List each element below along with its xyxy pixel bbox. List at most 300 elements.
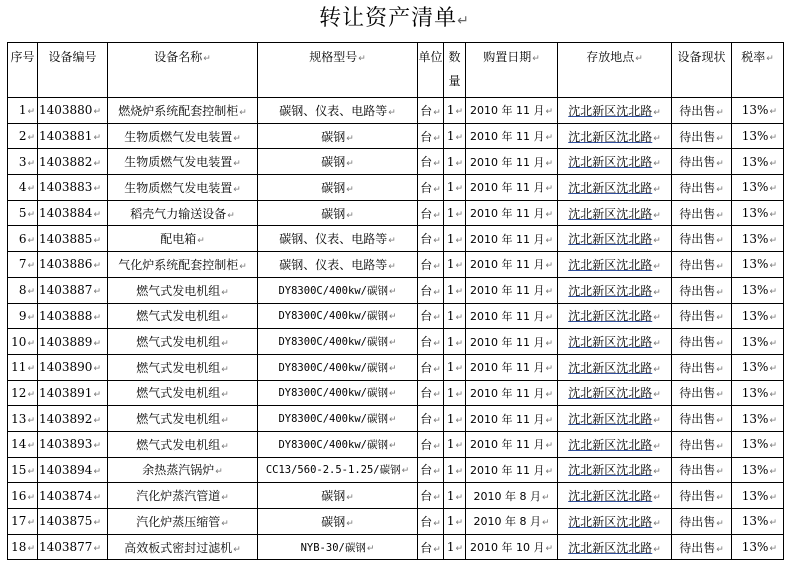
return-mark-icon: ↵ xyxy=(388,363,397,374)
return-mark-icon: ↵ xyxy=(455,261,463,272)
cell-location-text: 沈北新区沈北路 xyxy=(568,232,653,247)
return-mark-icon: ↵ xyxy=(197,236,205,247)
cell-status xyxy=(672,98,732,124)
cell-status xyxy=(672,252,732,278)
return-mark-icon: ↵ xyxy=(93,210,101,221)
return-mark-icon: ↵ xyxy=(716,493,724,504)
table-row xyxy=(8,380,784,406)
return-mark-icon: ↵ xyxy=(545,261,554,272)
return-mark-icon: ↵ xyxy=(93,312,101,323)
cell-seq xyxy=(8,431,38,457)
return-mark-icon: ↵ xyxy=(455,133,463,144)
return-mark-icon: ↵ xyxy=(233,184,241,195)
cell-unit xyxy=(418,277,444,303)
return-mark-icon: ↵ xyxy=(545,389,554,400)
header-code: 设备编号 xyxy=(38,43,108,98)
cell-qty-text: 1 xyxy=(446,206,455,221)
return-mark-icon: ↵ xyxy=(221,287,229,298)
return-mark-icon: ↵ xyxy=(545,133,554,144)
return-mark-icon: ↵ xyxy=(769,364,777,375)
cell-code-text: 1403881 xyxy=(39,129,93,144)
cell-spec xyxy=(258,200,418,226)
cell-spec-text: DY8300C/400kw/碳钢 xyxy=(278,413,388,426)
cell-seq-text: 4 xyxy=(18,180,27,195)
cell-tax xyxy=(732,329,784,355)
cell-qty xyxy=(444,431,466,457)
cell-location xyxy=(558,252,672,278)
cell-name-text: 燃气式发电机组 xyxy=(136,412,221,427)
cell-code-text: 1403890 xyxy=(39,360,93,375)
return-mark-icon: ↵ xyxy=(27,338,35,349)
return-mark-icon: ↵ xyxy=(653,210,661,221)
cell-code-text: 1403887 xyxy=(39,283,93,298)
cell-unit xyxy=(418,303,444,329)
return-mark-icon: ↵ xyxy=(27,107,35,118)
return-mark-icon: ↵ xyxy=(346,184,354,195)
cell-seq xyxy=(8,200,38,226)
cell-date-text: 2010 年 11 月 xyxy=(469,361,545,375)
cell-spec xyxy=(258,354,418,380)
cell-seq-text: 16 xyxy=(11,488,27,503)
return-mark-icon: ↵ xyxy=(455,492,463,503)
return-mark-icon: ↵ xyxy=(388,107,396,118)
cell-unit xyxy=(418,483,444,509)
cell-seq xyxy=(8,534,38,560)
cell-unit-text: 台 xyxy=(420,412,433,427)
return-mark-icon: ↵ xyxy=(653,441,661,452)
return-mark-icon: ↵ xyxy=(653,339,661,350)
cell-date xyxy=(466,534,558,560)
return-mark-icon: ↵ xyxy=(455,312,463,323)
return-mark-icon: ↵ xyxy=(769,492,777,503)
cell-name xyxy=(108,509,258,535)
cell-name-text: 配电箱 xyxy=(160,232,197,247)
return-mark-icon: ↵ xyxy=(653,493,661,504)
return-mark-icon: ↵ xyxy=(716,441,724,452)
return-mark-icon: ↵ xyxy=(716,544,724,555)
header-qty: 数量 xyxy=(444,43,466,98)
cell-unit xyxy=(418,534,444,560)
cell-qty-text: 1 xyxy=(446,154,455,169)
cell-status-text: 待出售 xyxy=(679,180,716,195)
cell-code-text: 1403884 xyxy=(39,206,93,221)
cell-unit-text: 台 xyxy=(420,514,433,529)
cell-qty-text: 1 xyxy=(446,129,455,144)
header-location: 存放地点↵ xyxy=(558,43,672,98)
cell-tax xyxy=(732,534,784,560)
cell-date xyxy=(466,406,558,432)
return-mark-icon: ↵ xyxy=(653,133,661,144)
cell-location-text: 沈北新区沈北路 xyxy=(568,283,653,298)
return-mark-icon: ↵ xyxy=(93,389,101,400)
cell-unit-text: 台 xyxy=(420,335,433,350)
cell-qty xyxy=(444,175,466,201)
cell-qty-text: 1 xyxy=(446,231,455,246)
cell-qty xyxy=(444,277,466,303)
cell-code xyxy=(38,252,108,278)
cell-status-text: 待出售 xyxy=(679,360,716,375)
cell-status-text: 待出售 xyxy=(679,437,716,452)
return-mark-icon: ↵ xyxy=(545,235,554,246)
cell-name xyxy=(108,200,258,226)
cell-tax-text: 13% xyxy=(741,334,769,349)
return-mark-icon: ↵ xyxy=(93,338,101,349)
cell-date-text: 2010 年 11 月 xyxy=(469,463,545,477)
return-mark-icon: ↵ xyxy=(93,441,101,452)
return-mark-icon: ↵ xyxy=(769,261,777,272)
cell-name-text: 燃气式发电机组 xyxy=(136,335,221,350)
table-row xyxy=(8,252,784,278)
cell-tax xyxy=(732,200,784,226)
cell-date-text: 2010 年 11 月 xyxy=(469,258,545,272)
cell-tax-text: 13% xyxy=(741,257,769,272)
return-mark-icon: ↵ xyxy=(27,133,35,144)
return-mark-icon: ↵ xyxy=(388,338,397,349)
cell-spec xyxy=(258,380,418,406)
cell-unit-text: 台 xyxy=(420,232,433,247)
cell-status xyxy=(672,380,732,406)
cell-spec xyxy=(258,98,418,124)
return-mark-icon: ↵ xyxy=(455,518,463,529)
return-mark-icon: ↵ xyxy=(27,518,35,529)
return-mark-icon: ↵ xyxy=(401,466,410,477)
cell-location xyxy=(558,329,672,355)
cell-qty xyxy=(444,509,466,535)
cell-spec-text: DY8300C/400kw/碳钢 xyxy=(278,387,388,400)
return-mark-icon: ↵ xyxy=(716,313,724,324)
cell-location xyxy=(558,277,672,303)
cell-location-text: 沈北新区沈北路 xyxy=(568,437,653,452)
cell-code xyxy=(38,354,108,380)
cell-tax xyxy=(732,431,784,457)
table-row xyxy=(8,534,784,560)
cell-location xyxy=(558,149,672,175)
return-mark-icon: ↵ xyxy=(545,158,554,169)
cell-code-text: 1403874 xyxy=(39,488,93,503)
cell-tax-text: 13% xyxy=(741,540,769,555)
return-mark-icon: ↵ xyxy=(769,415,777,426)
cell-location-text: 沈北新区沈北路 xyxy=(568,206,653,221)
cell-name-text: 稻壳气力输送设备 xyxy=(130,206,227,221)
return-mark-icon: ↵ xyxy=(433,287,441,298)
cell-location xyxy=(558,175,672,201)
cell-name-text: 高效板式密封过滤机 xyxy=(124,540,233,555)
cell-seq-text: 11 xyxy=(11,360,27,375)
return-mark-icon: ↵ xyxy=(769,107,777,118)
cell-unit xyxy=(418,329,444,355)
cell-name xyxy=(108,252,258,278)
cell-code-text: 1403889 xyxy=(39,334,93,349)
cell-unit xyxy=(418,380,444,406)
cell-location xyxy=(558,483,672,509)
cell-unit-text: 台 xyxy=(420,386,433,401)
cell-seq xyxy=(8,252,38,278)
document-title xyxy=(0,0,789,36)
cell-spec xyxy=(258,149,418,175)
cell-location-text: 沈北新区沈北路 xyxy=(568,360,653,375)
cell-date xyxy=(466,123,558,149)
cell-code-text: 1403875 xyxy=(39,514,93,529)
return-mark-icon: ↵ xyxy=(388,312,397,323)
cell-status xyxy=(672,431,732,457)
cell-spec-text: 碳钢 xyxy=(321,155,346,170)
document-title-text: 转让资产清单 xyxy=(319,6,458,31)
cell-name xyxy=(108,329,258,355)
cell-name-text: 燃气式发电机组 xyxy=(136,283,221,298)
cell-status xyxy=(672,226,732,252)
cell-date-text: 2010 年 11 月 xyxy=(469,181,545,195)
cell-code xyxy=(38,329,108,355)
return-mark-icon: ↵ xyxy=(433,364,441,375)
cell-code xyxy=(38,226,108,252)
return-mark-icon: ↵ xyxy=(653,518,661,529)
cell-location xyxy=(558,226,672,252)
cell-qty xyxy=(444,226,466,252)
return-mark-icon: ↵ xyxy=(221,364,229,375)
cell-spec-text: DY8300C/400kw/碳钢 xyxy=(278,361,388,374)
return-mark-icon: ↵ xyxy=(27,312,35,323)
cell-seq-text: 13 xyxy=(11,411,27,426)
return-mark-icon: ↵ xyxy=(388,261,396,272)
cell-tax xyxy=(732,303,784,329)
cell-location xyxy=(558,509,672,535)
cell-spec-text: 碳钢 xyxy=(321,129,346,144)
cell-name-text: 余热蒸汽锅炉 xyxy=(142,463,215,478)
cell-status-text: 待出售 xyxy=(679,309,716,324)
cell-qty-text: 1 xyxy=(446,283,455,298)
cell-code-text: 1403893 xyxy=(39,437,93,452)
cell-spec xyxy=(258,277,418,303)
cell-location xyxy=(558,380,672,406)
cell-code xyxy=(38,431,108,457)
table-row xyxy=(8,406,784,432)
cell-qty-text: 1 xyxy=(446,334,455,349)
return-mark-icon: ↵ xyxy=(221,390,229,401)
cell-location-text: 沈北新区沈北路 xyxy=(568,335,653,350)
cell-date-text: 2010 年 11 月 xyxy=(469,412,545,426)
cell-seq xyxy=(8,406,38,432)
cell-tax xyxy=(732,226,784,252)
cell-location xyxy=(558,431,672,457)
return-mark-icon: ↵ xyxy=(716,133,724,144)
return-mark-icon: ↵ xyxy=(93,261,101,272)
cell-unit xyxy=(418,226,444,252)
cell-unit-text: 台 xyxy=(420,489,433,504)
cell-name-text: 生物质燃气发电装置 xyxy=(124,129,233,144)
cell-tax-text: 13% xyxy=(741,360,769,375)
cell-name xyxy=(108,483,258,509)
header-name: 设备名称↵ xyxy=(108,43,258,98)
cell-name xyxy=(108,380,258,406)
header-row xyxy=(8,43,784,98)
return-mark-icon: ↵ xyxy=(433,159,441,170)
cell-status xyxy=(672,149,732,175)
header-status: 设备现状 xyxy=(672,43,732,98)
cell-name xyxy=(108,175,258,201)
return-mark-icon: ↵ xyxy=(541,518,550,529)
return-mark-icon: ↵ xyxy=(457,13,470,29)
return-mark-icon: ↵ xyxy=(769,312,777,323)
cell-tax xyxy=(732,354,784,380)
table-row xyxy=(8,200,784,226)
cell-date-text: 2010 年 11 月 xyxy=(469,207,545,221)
cell-unit xyxy=(418,406,444,432)
cell-seq xyxy=(8,354,38,380)
return-mark-icon: ↵ xyxy=(221,518,229,529)
cell-qty-text: 1 xyxy=(446,437,455,452)
cell-name xyxy=(108,277,258,303)
cell-location-text: 沈北新区沈北路 xyxy=(568,386,653,401)
cell-name xyxy=(108,406,258,432)
return-mark-icon: ↵ xyxy=(388,415,397,426)
return-mark-icon: ↵ xyxy=(769,184,777,195)
cell-location-text: 沈北新区沈北路 xyxy=(568,180,653,195)
header-tax: 税率↵ xyxy=(732,43,784,98)
cell-status-text: 待出售 xyxy=(679,514,716,529)
cell-name-text: 燃烧炉系统配套控制柜 xyxy=(118,103,239,118)
cell-qty xyxy=(444,406,466,432)
cell-status-text: 待出售 xyxy=(679,463,716,478)
return-mark-icon: ↵ xyxy=(433,107,441,118)
cell-unit-text: 台 xyxy=(420,257,433,272)
return-mark-icon: ↵ xyxy=(769,235,777,246)
cell-spec xyxy=(258,431,418,457)
return-mark-icon: ↵ xyxy=(93,133,101,144)
cell-qty-text: 1 xyxy=(446,180,455,195)
cell-code-text: 1403894 xyxy=(39,462,93,477)
return-mark-icon: ↵ xyxy=(769,210,777,221)
cell-tax xyxy=(732,380,784,406)
table-row xyxy=(8,149,784,175)
return-mark-icon: ↵ xyxy=(27,158,35,169)
cell-status xyxy=(672,175,732,201)
return-mark-icon: ↵ xyxy=(346,518,354,529)
cell-seq-text: 17 xyxy=(11,514,27,529)
table-row xyxy=(8,354,784,380)
cell-spec-text: DY8300C/400kw/碳钢 xyxy=(278,310,388,323)
cell-date-text: 2010 年 11 月 xyxy=(469,284,545,298)
cell-qty xyxy=(444,483,466,509)
return-mark-icon: ↵ xyxy=(221,416,229,427)
return-mark-icon: ↵ xyxy=(27,184,35,195)
return-mark-icon: ↵ xyxy=(716,210,724,221)
table-row xyxy=(8,509,784,535)
cell-seq-text: 7 xyxy=(18,257,27,272)
cell-location-text: 沈北新区沈北路 xyxy=(568,540,653,555)
return-mark-icon: ↵ xyxy=(433,416,441,427)
cell-seq-text: 9 xyxy=(18,308,27,323)
cell-qty xyxy=(444,252,466,278)
return-mark-icon: ↵ xyxy=(455,364,463,375)
cell-date-text: 2010 年 8 月 xyxy=(473,489,541,503)
return-mark-icon: ↵ xyxy=(27,415,35,426)
return-mark-icon: ↵ xyxy=(221,313,229,324)
return-mark-icon: ↵ xyxy=(455,210,463,221)
cell-qty xyxy=(444,98,466,124)
cell-spec xyxy=(258,303,418,329)
cell-location-text: 沈北新区沈北路 xyxy=(568,103,653,118)
return-mark-icon: ↵ xyxy=(239,261,247,272)
cell-code xyxy=(38,98,108,124)
cell-name xyxy=(108,431,258,457)
return-mark-icon: ↵ xyxy=(93,544,101,555)
return-mark-icon: ↵ xyxy=(433,210,441,221)
return-mark-icon: ↵ xyxy=(215,467,223,478)
return-mark-icon: ↵ xyxy=(27,364,35,375)
return-mark-icon: ↵ xyxy=(27,210,35,221)
cell-tax xyxy=(732,509,784,535)
return-mark-icon: ↵ xyxy=(653,236,661,247)
cell-seq-text: 2 xyxy=(18,129,27,144)
cell-spec-text: 碳钢 xyxy=(321,180,346,195)
cell-unit xyxy=(418,98,444,124)
cell-status xyxy=(672,483,732,509)
cell-spec xyxy=(258,509,418,535)
cell-name-text: 气化炉系统配套控制柜 xyxy=(118,257,239,272)
cell-date xyxy=(466,200,558,226)
return-mark-icon: ↵ xyxy=(545,287,554,298)
return-mark-icon: ↵ xyxy=(541,492,550,503)
cell-spec xyxy=(258,483,418,509)
return-mark-icon: ↵ xyxy=(716,467,724,478)
cell-tax xyxy=(732,252,784,278)
cell-qty xyxy=(444,303,466,329)
cell-tax-text: 13% xyxy=(741,154,769,169)
return-mark-icon: ↵ xyxy=(545,107,554,118)
cell-seq-text: 5 xyxy=(18,206,27,221)
cell-date-text: 2010 年 11 月 xyxy=(469,438,545,452)
return-mark-icon: ↵ xyxy=(545,338,554,349)
cell-spec-text: 碳钢、仪表、电路等 xyxy=(279,232,388,247)
return-mark-icon: ↵ xyxy=(27,492,35,503)
cell-date xyxy=(466,277,558,303)
cell-status-text: 待出售 xyxy=(679,412,716,427)
return-mark-icon: ↵ xyxy=(93,518,101,529)
cell-spec xyxy=(258,226,418,252)
return-mark-icon: ↵ xyxy=(388,236,396,247)
cell-code xyxy=(38,303,108,329)
cell-name-text: 汽化炉蒸汽管道 xyxy=(136,489,221,504)
return-mark-icon: ↵ xyxy=(716,518,724,529)
cell-status-text: 待出售 xyxy=(679,335,716,350)
cell-unit-text: 台 xyxy=(420,437,433,452)
return-mark-icon: ↵ xyxy=(769,338,777,349)
return-mark-icon: ↵ xyxy=(455,389,463,400)
cell-code-text: 1403882 xyxy=(39,154,93,169)
cell-name-text: 燃气式发电机组 xyxy=(136,437,221,452)
return-mark-icon: ↵ xyxy=(653,261,661,272)
cell-seq xyxy=(8,380,38,406)
cell-code xyxy=(38,123,108,149)
cell-unit-text: 台 xyxy=(420,129,433,144)
return-mark-icon: ↵ xyxy=(93,466,101,477)
cell-date xyxy=(466,329,558,355)
return-mark-icon: ↵ xyxy=(455,466,463,477)
return-mark-icon: ↵ xyxy=(433,261,441,272)
return-mark-icon: ↵ xyxy=(653,159,661,170)
cell-location xyxy=(558,354,672,380)
table-row xyxy=(8,431,784,457)
return-mark-icon: ↵ xyxy=(455,441,463,452)
cell-status xyxy=(672,457,732,483)
cell-status xyxy=(672,303,732,329)
return-mark-icon: ↵ xyxy=(716,159,724,170)
return-mark-icon: ↵ xyxy=(433,133,441,144)
return-mark-icon: ↵ xyxy=(545,466,554,477)
cell-name-text: 生物质燃气发电装置 xyxy=(124,155,233,170)
cell-status xyxy=(672,200,732,226)
cell-date xyxy=(466,226,558,252)
